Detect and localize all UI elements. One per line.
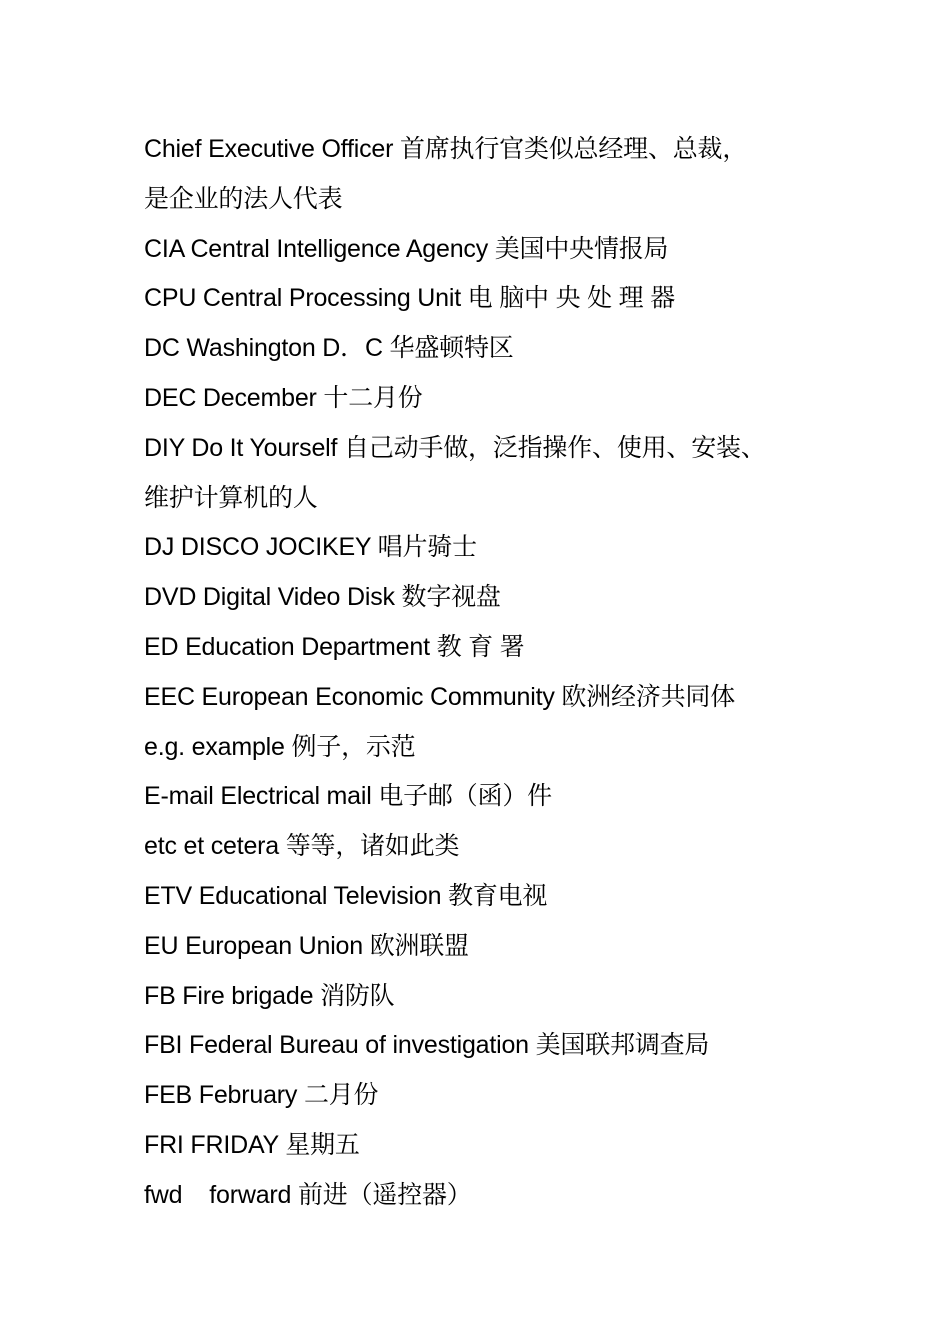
list-line: FBI Federal Bureau of investigation 美国联邦调查局 <box>144 1031 710 1060</box>
list-line: EU European Union 欧洲联盟 <box>144 931 469 960</box>
abbreviation-list <box>144 125 824 1221</box>
list-line: 维护计算机的人 <box>144 483 318 512</box>
list-line: ETV Educational Television 教育电视 <box>144 881 548 910</box>
list-line: e.g. example 例子，示范 <box>144 732 416 761</box>
list-line: etc et cetera 等等，诸如此类 <box>144 832 460 861</box>
list-line: ED Education Department 教 育 署 <box>144 632 525 661</box>
list-line: fwd forward 前进（遥控器） <box>144 1180 472 1209</box>
list-line: DC Washington D．C 华盛顿特区 <box>144 334 514 363</box>
list-line: DJ DISCO JOCIKEY 唱片骑士 <box>144 533 477 562</box>
list-line: FB Fire brigade 消防队 <box>144 981 395 1010</box>
list-line: CIA Central Intelligence Agency 美国中央情报局 <box>144 234 669 263</box>
list-line: DVD Digital Video Disk 数字视盘 <box>144 583 501 612</box>
list-line: DIY Do It Yourself 自己动手做，泛指操作、使用、安装、 <box>144 433 766 462</box>
list-line: FRI FRIDAY 星期五 <box>144 1130 360 1159</box>
list-line: 是企业的法人代表 <box>144 184 343 213</box>
list-line: EEC European Economic Community 欧洲经济共同体 <box>144 682 735 711</box>
list-line: FEB February 二月份 <box>144 1081 379 1110</box>
list-line: DEC December 十二月份 <box>144 383 423 412</box>
list-line: E-mail Electrical mail 电子邮（函）件 <box>144 782 552 811</box>
list-line: CPU Central Processing Unit 电 脑中 央 处 理 器 <box>144 284 676 313</box>
list-line: Chief Executive Officer 首席执行官类似总经理、总裁， <box>144 135 748 163</box>
